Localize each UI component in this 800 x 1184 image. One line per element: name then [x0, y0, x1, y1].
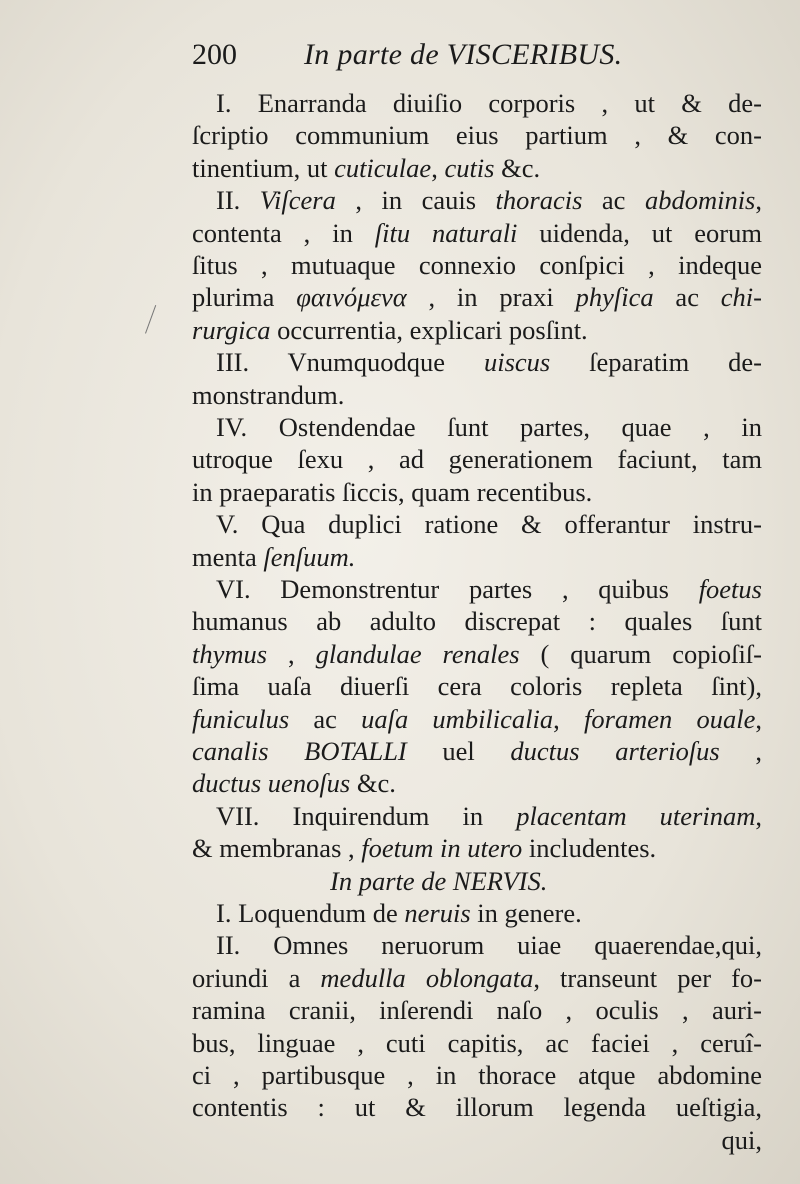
text-line: canalis BOTALLI uel ductus arterioſus , — [192, 736, 762, 766]
text-line: VI. Demonstrentur partes , quibus foetus — [216, 574, 762, 604]
text-line: I. Loquendum de neruis in genere. — [216, 898, 582, 928]
text-line: & membranas , foetum in utero includentes. — [192, 833, 657, 864]
text-line: funiculus ac uaſa umbilicalia, foramen ouale, — [192, 703, 762, 734]
text-line: thymus , glandulae renales ( quarum copioſiſ- — [192, 638, 762, 669]
text-line: qui, — [721, 1124, 762, 1155]
text-line: utroque ſexu , ad generationem faciunt, tam — [192, 444, 762, 475]
text-line: bus, linguae , cuti capitis, ac faciei , ceruî- — [192, 1027, 762, 1058]
text-line: V. Qua duplici ratione & offerantur instru- — [216, 509, 762, 540]
page-number: 200 — [192, 38, 237, 71]
text-line: II. Omnes neruorum uiae quaerendae,qui, — [216, 930, 762, 961]
text-line: plurima φαινόμενα , in praxi phyſica ac chi- — [192, 282, 762, 313]
text-line: in praeparatis ſiccis, quam recentibus. — [192, 476, 593, 507]
text-line: ci , partibusque , in thorace atque abdomine — [192, 1060, 762, 1090]
text-line: ſitus , mutuaque connexio conſpici , indeque — [192, 250, 762, 280]
text-line: III. Vnumquodque uiscus ſeparatim de- — [216, 347, 762, 378]
text-line: VII. Inquirendum in placentam uterinam, — [216, 800, 762, 831]
text-line: ſima uaſa diuerſi cera coloris repleta ſint), — [192, 671, 762, 702]
running-head: In parte de VISCERIBUS. — [304, 38, 623, 71]
text-line: oriundi a medulla oblongata, transeunt per fo- — [192, 962, 762, 993]
text-line: tinentium, ut cuticulae, cutis &c. — [192, 152, 541, 183]
text-line: monstrandum. — [192, 379, 345, 410]
margin-mark — [145, 305, 160, 335]
section-heading: In parte de NERVIS. — [330, 865, 548, 896]
text-line: ductus uenoſus &c. — [192, 768, 396, 799]
text-line: menta ſenſuum. — [192, 541, 356, 572]
text-line: II. Viſcera , in cauis thoracis ac abdominis, — [216, 185, 762, 216]
page-header — [192, 30, 623, 80]
text-line: I. Enarranda diuiſio corporis , ut & de- — [216, 88, 762, 118]
text-line: ramina cranii, inſerendi naſo , oculis , auri- — [192, 995, 762, 1026]
text-line: contenta , in ſitu naturali uidenda, ut eorum — [192, 217, 762, 248]
text-line: IV. Ostendendae ſunt partes, quae , in — [216, 412, 762, 442]
text-line: humanus ab adulto discrepat : quales ſunt — [192, 606, 762, 637]
text-line: contentis : ut & illorum legenda ueſtigia, — [192, 1092, 762, 1123]
text-line: rurgica occurrentia, explicari posſint. — [192, 314, 588, 345]
text-line: ſcriptio communium eius partium , & con- — [192, 120, 762, 151]
